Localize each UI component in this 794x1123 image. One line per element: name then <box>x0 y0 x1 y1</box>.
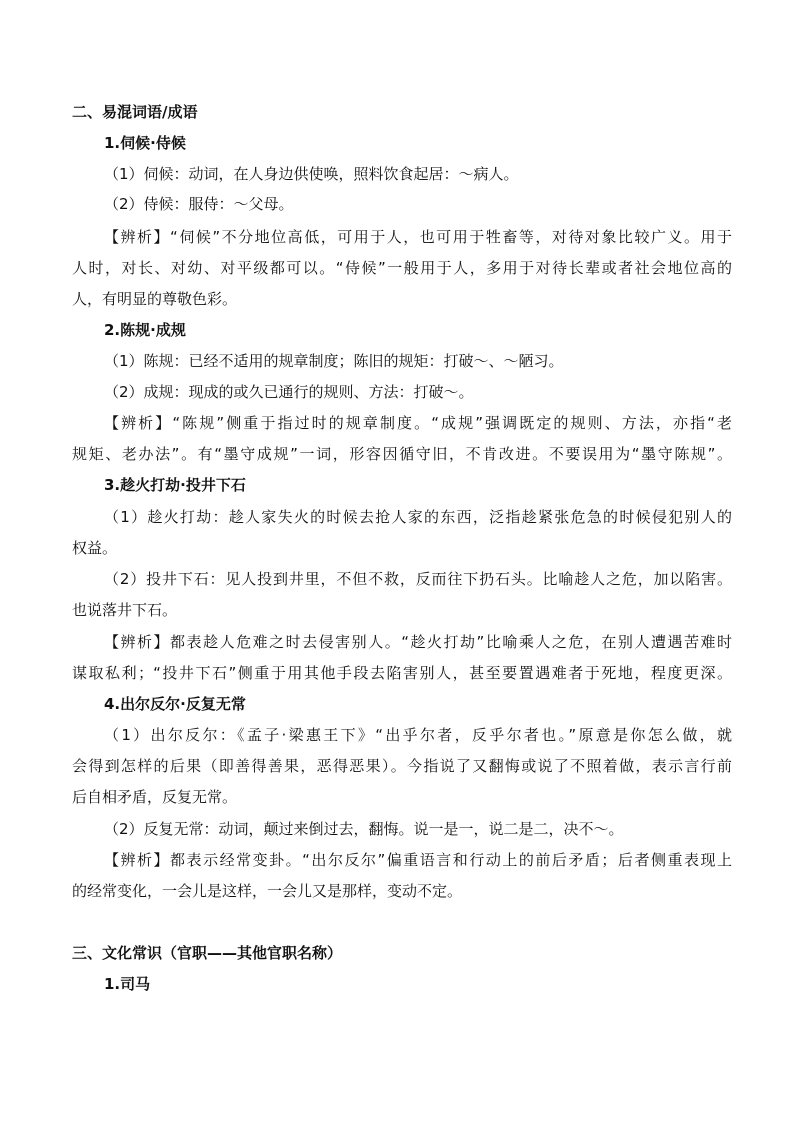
item-4-line-4: （2）反复无常：动词，颠过来倒过去，翻悔。说一是一，说二是二，决不～。 <box>104 820 624 838</box>
item-3-line-1: （1）趁火打劫：趁人家失火的时候去抢人家的东西，泛指趁紧张危急的时候侵犯别人的 <box>104 508 732 526</box>
item-1-analysis-line-3: 人，有明显的尊敬色彩。 <box>72 290 238 308</box>
item-title-3: 3.趁火打劫·投井下石 <box>104 476 246 494</box>
item-3-line-4: 也说落井下石。 <box>72 601 178 619</box>
item-2-line-2: （2）成规：现成的或久已通行的规则、方法：打破～。 <box>104 383 474 401</box>
item-2-line-1: （1）陈规：已经不适用的规章制度；陈旧的规矩：打破～、～陋习。 <box>104 352 564 370</box>
item-4-analysis-line-2: 的经常变化，一会儿是这样，一会儿又是那样，变动不定。 <box>72 882 463 900</box>
item-title-2: 2.陈规·成规 <box>104 321 186 339</box>
item-1-analysis-line-1: 【辨析】“伺候”不分地位高低，可用于人，也可用于牲畜等，对待对象比较广义。用于 <box>104 228 732 246</box>
item-4-line-2: 会得到怎样的后果（即善得善果，恶得恶果）。今指说了又翻悔或说了不照着做，表示言行前 <box>72 757 732 775</box>
section-heading-2: 二、易混词语/成语 <box>72 103 198 121</box>
item-title-4: 4.出尔反尔·反复无常 <box>104 695 246 713</box>
item-3-analysis-line-1: 【辨析】都表趁人危难之时去侵害别人。“趁火打劫”比喻乘人之危，在别人遭遇苦难时 <box>104 633 732 651</box>
item-1-line-2: （2）侍候：服侍：～父母。 <box>104 195 294 213</box>
item-1-analysis-line-2: 人时，对长、对幼、对平级都可以。“侍候”一般用于人，多用于对待长辈或者社会地位高的 <box>72 259 732 277</box>
item-2-analysis-line-1: 【辨析】“陈规”侧重于指过时的规章制度。“成规”强调既定的规则、方法，亦指“老 <box>104 414 732 432</box>
item-3-line-3: （2）投井下石：见人投到井里，不但不救，反而往下扔石头。比喻趁人之危，加以陷害。 <box>104 570 732 588</box>
item-4-line-1: （1）出尔反尔：《孟子·梁惠王下》“出乎尔者，反乎尔者也。”原意是你怎么做，就 <box>104 726 732 744</box>
item-3-analysis-line-2: 谋取私利；“投井下石”侧重于用其他手段去陷害别人，甚至要置遇难者于死地，程度更深。 <box>72 664 732 682</box>
item-3-line-2: 权益。 <box>72 539 118 557</box>
item-2-analysis-line-2: 规矩、老办法”。有“墨守成规”一词，形容因循守旧，不肯改进。不要误用为“墨守陈规”。 <box>72 445 732 463</box>
item-title-1: 1.伺候·侍候 <box>104 134 186 152</box>
item-4-analysis-line-1: 【辨析】都表示经常变卦。“出尔反尔”偏重语言和行动上的前后矛盾；后者侧重表现上 <box>104 851 732 869</box>
section-heading-3: 三、文化常识（官职——其他官职名称） <box>72 944 343 962</box>
item-1-line-1: （1）伺候：动词，在人身边供使唤，照料饮食起居：～病人。 <box>104 165 519 183</box>
section-3-item-1: 1.司马 <box>104 975 151 993</box>
item-4-line-3: 后自相矛盾，反复无常。 <box>72 788 238 806</box>
